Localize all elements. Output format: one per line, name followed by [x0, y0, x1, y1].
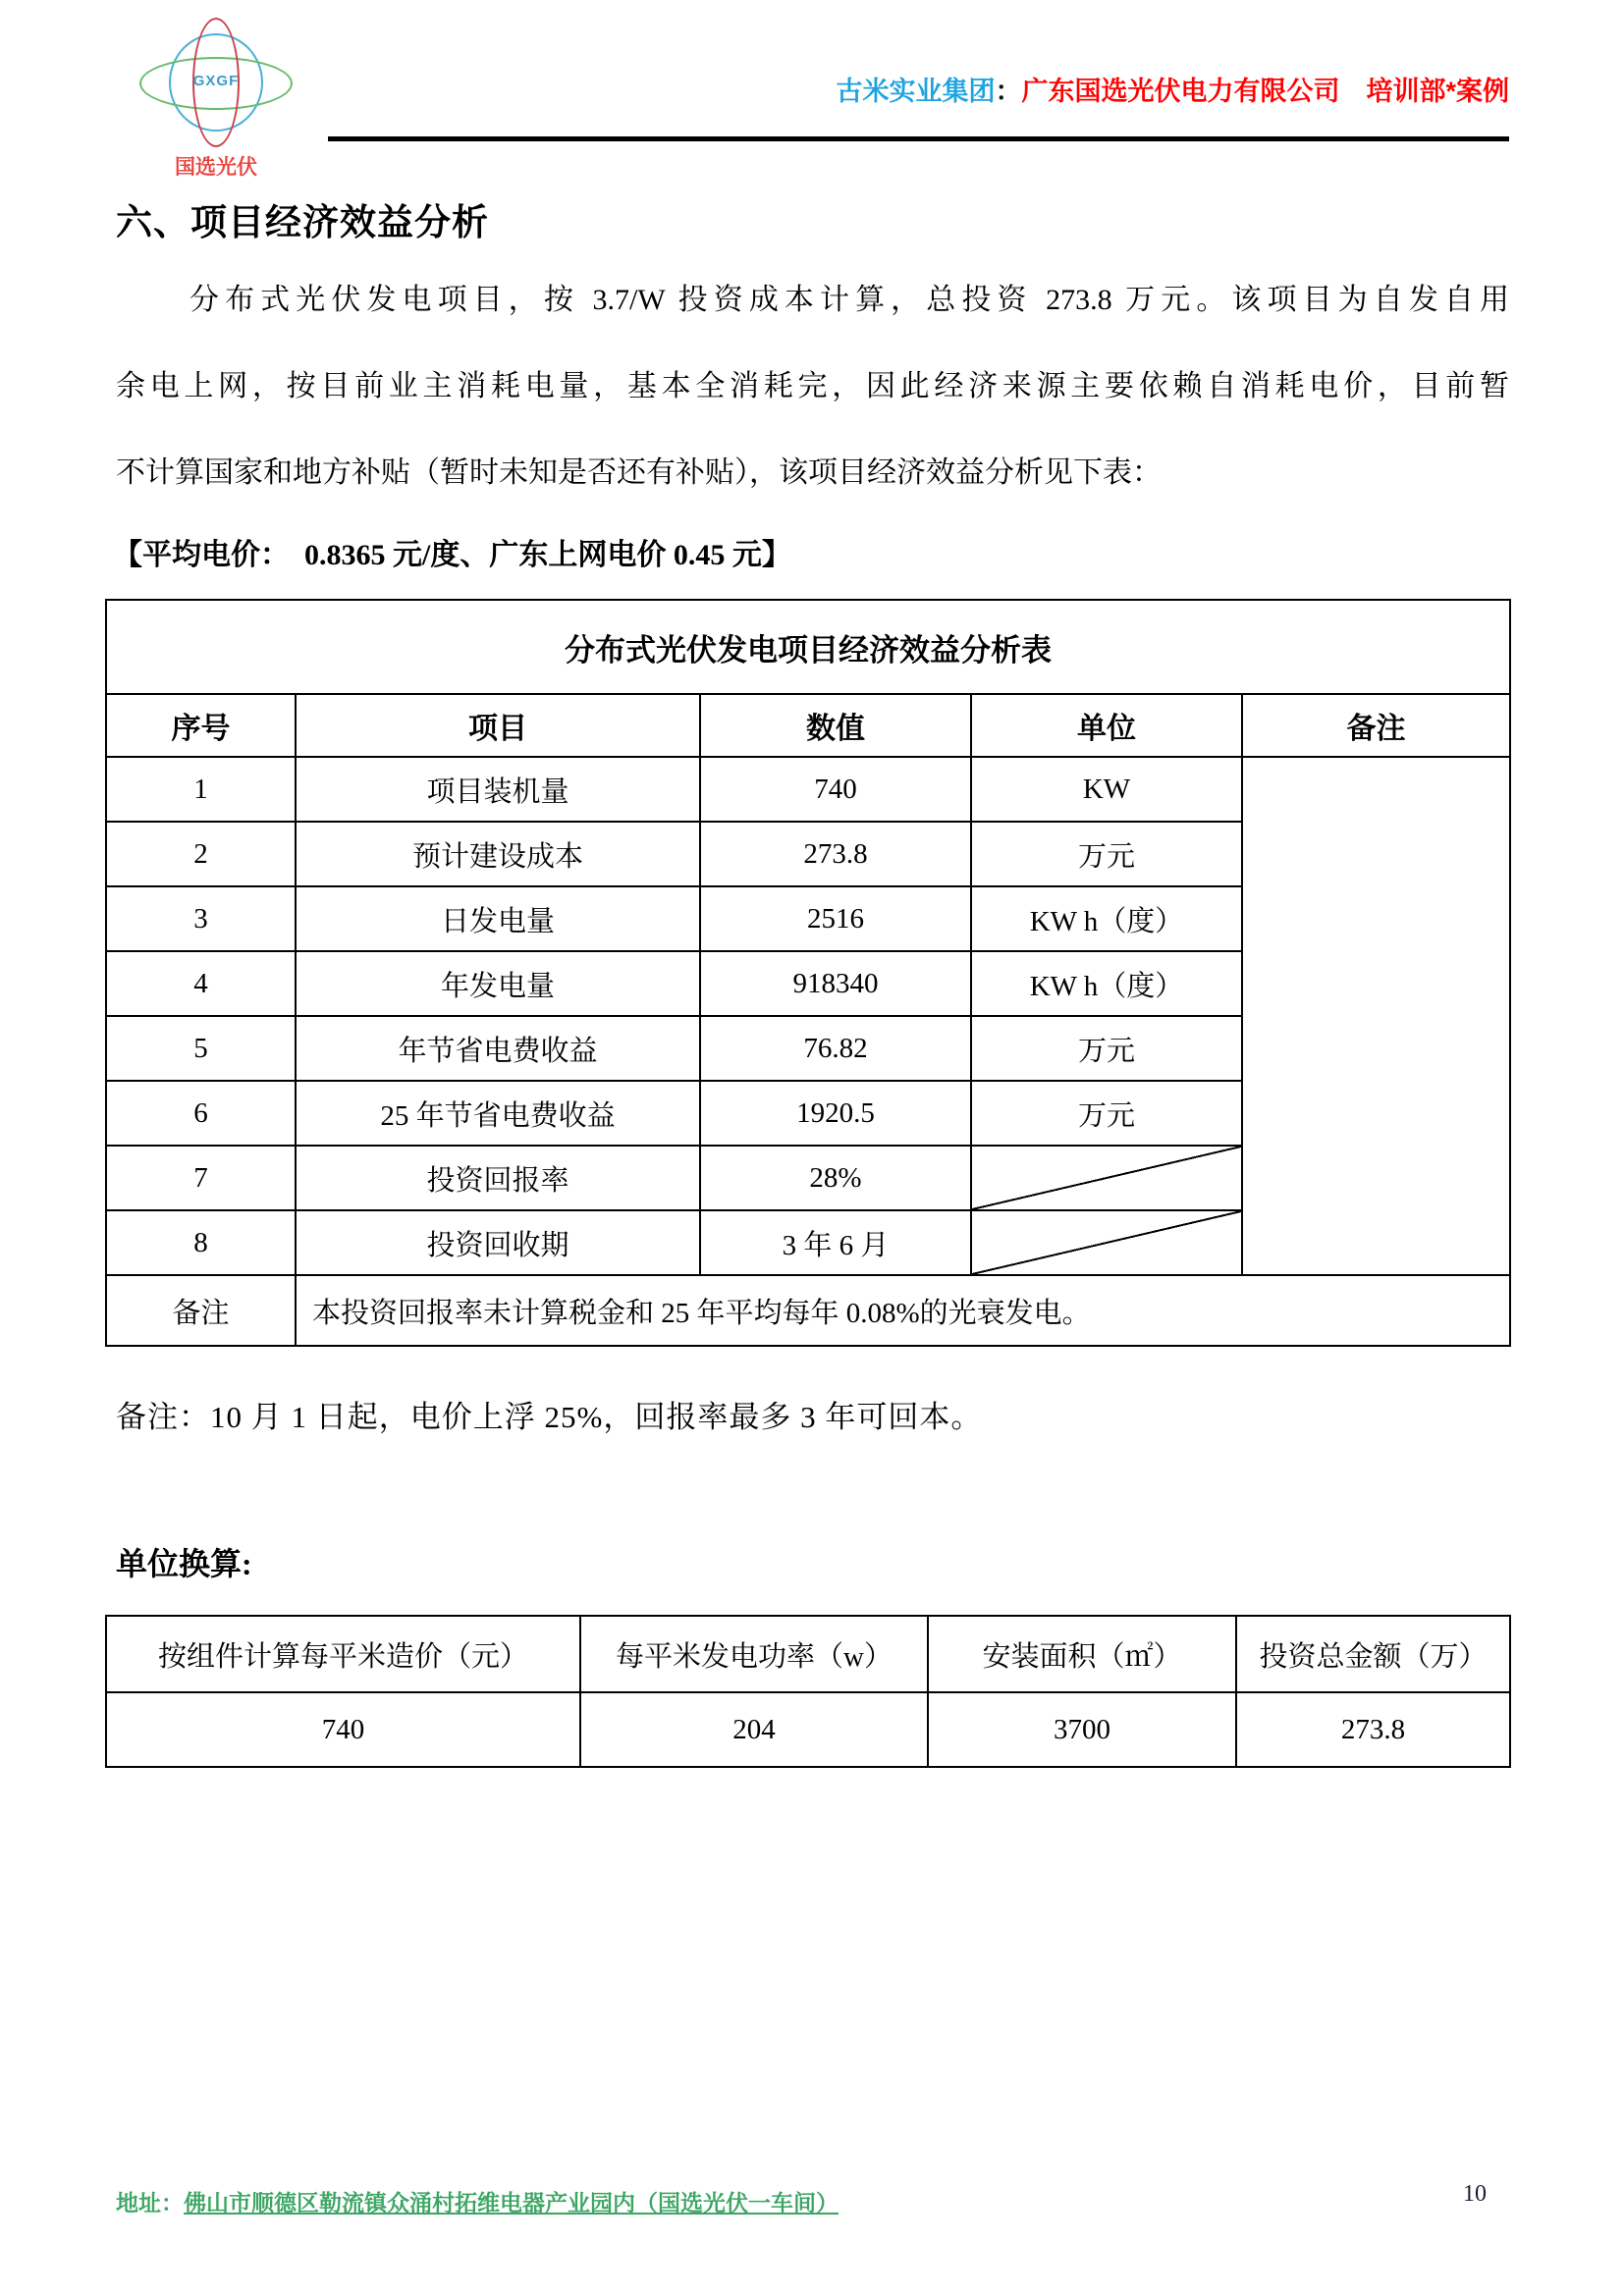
table-row: [106, 1692, 1510, 1767]
cell-unit: KW h（度）: [971, 886, 1242, 951]
cell-no: 4: [106, 951, 296, 1016]
unit-conversion-table: [105, 1615, 1511, 1768]
cell-value: 1920.5: [700, 1081, 971, 1146]
cell-cost-per-sqm: 740: [106, 1692, 580, 1767]
cell-unit: KW h（度）: [971, 951, 1242, 1016]
header-company-group: 古米实业集团: [836, 77, 996, 106]
table-footer-row: [106, 1275, 1510, 1346]
col-header-install-area: 安装面积（㎡）: [928, 1616, 1236, 1692]
average-price-note: 【平均电价： 0.8365 元/度、广东上网电价 0.45 元】: [113, 539, 791, 571]
col-header-unit: 单位: [971, 694, 1242, 757]
col-header-power-per-sqm: 每平米发电功率（w）: [580, 1616, 928, 1692]
cell-unit: 万元: [971, 1081, 1242, 1146]
col-header-total-invest: 投资总金额（万）: [1236, 1616, 1510, 1692]
cell-power-per-sqm: 204: [580, 1692, 928, 1767]
remark-text: 本投资回报率未计算税金和 25 年平均每年 0.08%的光衰发电。: [296, 1275, 1510, 1346]
logo-acronym: GXGF: [192, 73, 240, 89]
address-link[interactable]: 佛山市顺德区勒流镇众涌村拓维电器产业园内（国选光伏一车间）: [184, 2190, 839, 2216]
cell-item: 年发电量: [296, 951, 700, 1016]
header-divider: [328, 136, 1509, 141]
cell-no: 1: [106, 757, 296, 822]
table-title: 分布式光伏发电项目经济效益分析表: [106, 600, 1510, 694]
cell-value: 273.8: [700, 822, 971, 886]
paragraph-line: 余电上网，按目前业主消耗电量，基本全消耗完，因此经济来源主要依赖自消耗电价，目前暂: [116, 370, 1509, 402]
economic-analysis-table: [105, 599, 1511, 1347]
cell-no: 3: [106, 886, 296, 951]
cell-value: 918340: [700, 951, 971, 1016]
cell-unit: KW: [971, 757, 1242, 822]
cell-value: 76.82: [700, 1016, 971, 1081]
cell-value: 2516: [700, 886, 971, 951]
col-header-item: 项目: [296, 694, 700, 757]
cell-item: 25 年节省电费收益: [296, 1081, 700, 1146]
paragraph-line: 不计算国家和地方补贴（暂时未知是否还有补贴），该项目经济效益分析见下表：: [116, 456, 1162, 489]
cell-unit-diagonal: [971, 1210, 1242, 1275]
cell-no: 6: [106, 1081, 296, 1146]
intro-paragraph: [116, 257, 1509, 516]
cell-unit-diagonal: [971, 1146, 1242, 1210]
remark-label: 备注: [106, 1275, 296, 1346]
cell-item: 年节省电费收益: [296, 1016, 700, 1081]
cell-item: 项目装机量: [296, 757, 700, 822]
col-header-no: 序号: [106, 694, 296, 757]
unit-conversion-heading: 单位换算:: [116, 1546, 252, 1581]
table-header-row: [106, 694, 1510, 757]
cell-total-invest: 273.8: [1236, 1692, 1510, 1767]
table-title-row: [106, 600, 1510, 694]
cell-no: 5: [106, 1016, 296, 1081]
cell-value: 28%: [700, 1146, 971, 1210]
cell-unit: 万元: [971, 1016, 1242, 1081]
cell-unit: 万元: [971, 822, 1242, 886]
cell-remark-merged: [1242, 757, 1510, 1275]
col-header-value: 数值: [700, 694, 971, 757]
table-header-row: [106, 1616, 1510, 1692]
cell-no: 2: [106, 822, 296, 886]
cell-value: 3 年 6 月: [700, 1210, 971, 1275]
section-heading: 六、项目经济效益分析: [116, 203, 489, 243]
col-header-remark: 备注: [1242, 694, 1510, 757]
cell-item: 日发电量: [296, 886, 700, 951]
cell-no: 8: [106, 1210, 296, 1275]
cell-item: 投资回报率: [296, 1146, 700, 1210]
page-header: [116, 75, 1509, 108]
address-label: 地址：: [116, 2190, 184, 2216]
table-row: [106, 757, 1510, 822]
header-company-detail: 广东国选光伏电力有限公司 培训部*案例: [1021, 77, 1509, 106]
page-number: 10: [1463, 2181, 1487, 2207]
logo-caption: 国选光伏: [175, 156, 257, 179]
cell-install-area: 3700: [928, 1692, 1236, 1767]
footer-address: [116, 2185, 839, 2217]
cell-item: 投资回收期: [296, 1210, 700, 1275]
col-header-cost-per-sqm: 按组件计算每平米造价（元）: [106, 1616, 580, 1692]
paragraph-line: 分布式光伏发电项目，按 3.7/W 投资成本计算，总投资 273.8 万元。该项目为自发自用: [189, 284, 1509, 316]
cell-item: 预计建设成本: [296, 822, 700, 886]
note-below-table: 备注：10 月 1 日起，电价上浮 25%，回报率最多 3 年可回本。: [116, 1400, 983, 1434]
header-separator: ：: [995, 77, 1022, 106]
cell-no: 7: [106, 1146, 296, 1210]
cell-value: 740: [700, 757, 971, 822]
